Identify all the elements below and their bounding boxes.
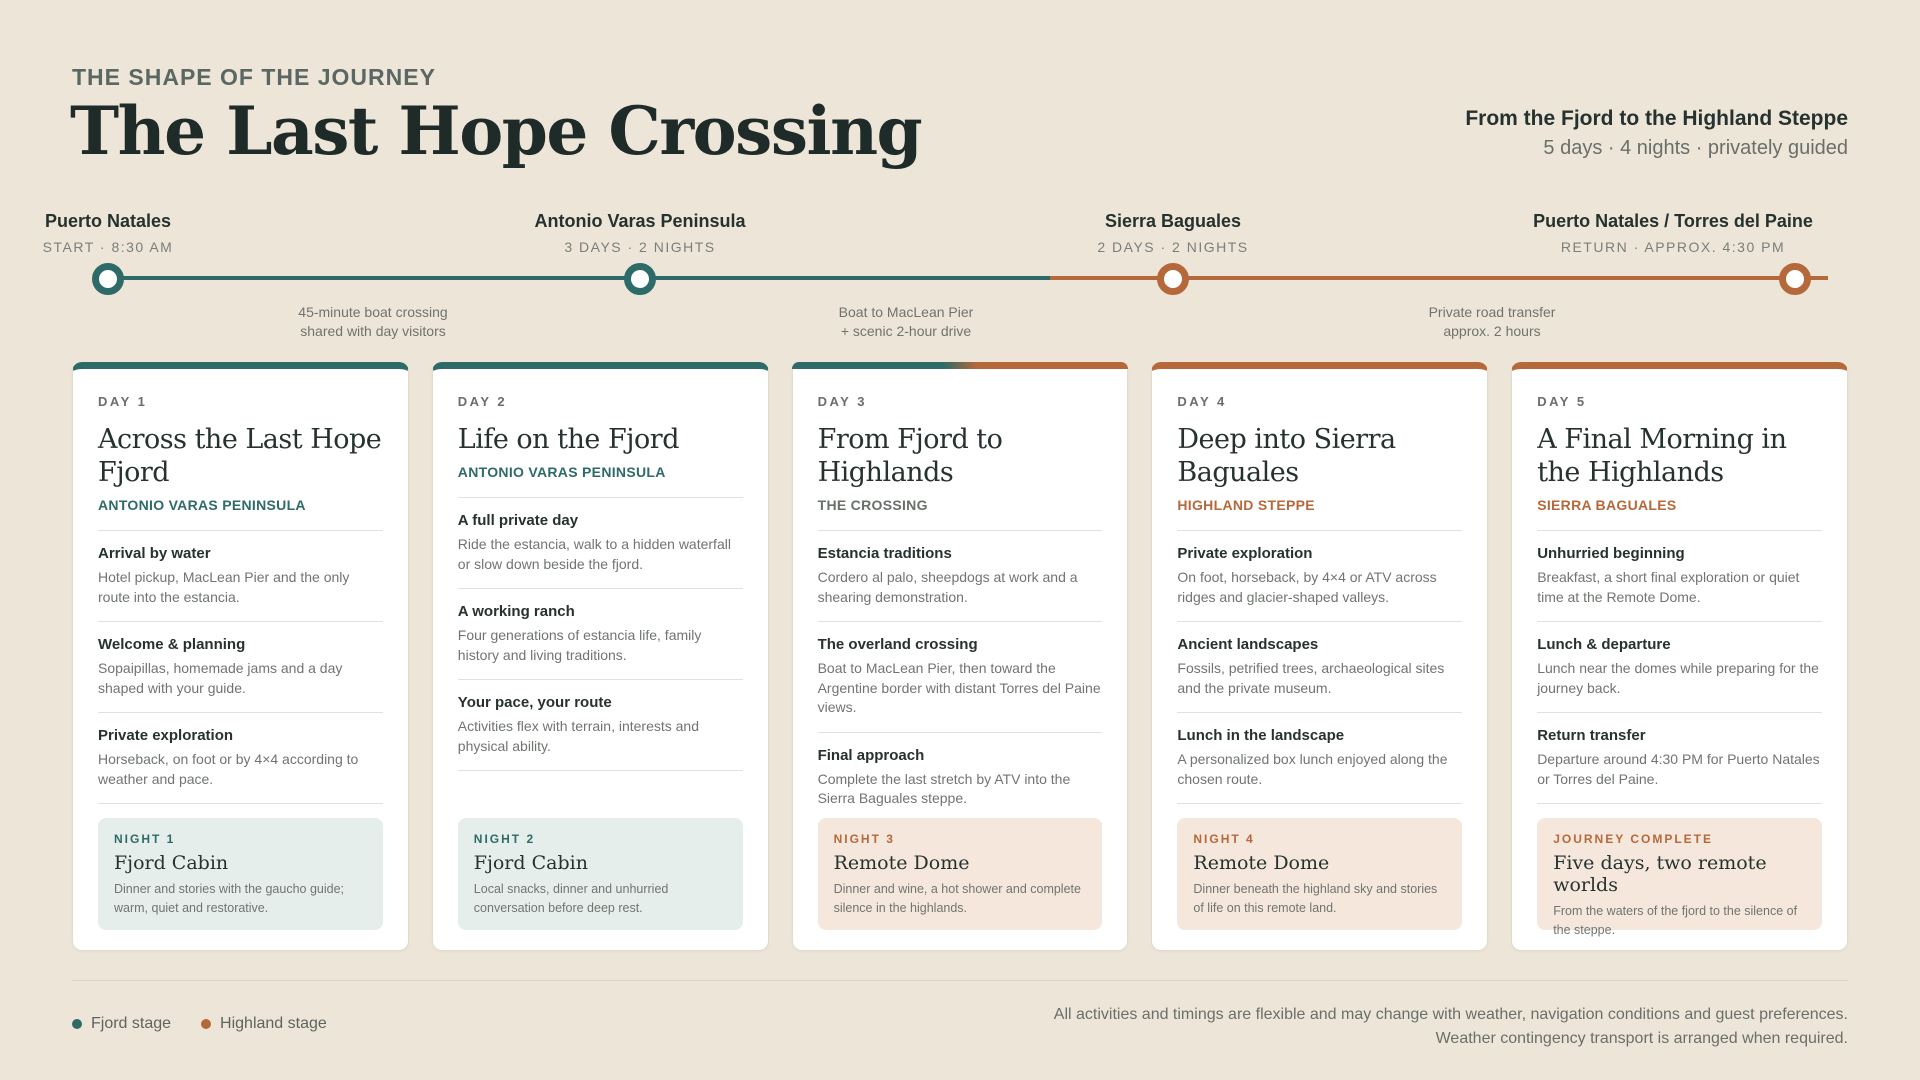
- day-location: THE CROSSING: [818, 497, 1103, 531]
- activity-description: Lunch near the domes while preparing for the journey back.: [1537, 660, 1819, 696]
- activity-description: Complete the last stretch by ATV into the Sierra Baguales steppe.: [817, 770, 1071, 806]
- activity-description: Boat to MacLean Pier, then toward the Argentine border with distant Torres del Paine views.: [817, 660, 1101, 715]
- activity-item: [458, 680, 743, 771]
- night-label: NIGHT 2: [473, 832, 536, 846]
- activity-item: [1537, 622, 1822, 713]
- day-title: Across the Last Hope Fjord: [98, 424, 382, 488]
- activity-title: A full private day: [457, 512, 579, 529]
- stop-name-start: Puerto Natales: [44, 211, 172, 231]
- transfer-note-3-line2: approx. 2 hours: [1443, 323, 1541, 339]
- activity-description: Four generations of estancia life, family history and living traditions.: [457, 627, 702, 663]
- activity-title: Private exploration: [1177, 545, 1313, 562]
- page-title: The Last Hope Crossing: [70, 92, 922, 170]
- day-card-5: [1511, 362, 1848, 951]
- highland-stage-line: [1050, 276, 1828, 280]
- day-cards: [72, 362, 1848, 951]
- night-panel: [458, 818, 743, 930]
- activity-title: Arrival by water: [98, 545, 211, 562]
- activity-item: [818, 531, 1103, 622]
- activity-title: Your pace, your route: [457, 694, 612, 711]
- activity-item: [458, 498, 743, 589]
- activity-description: Departure around 4:30 PM for Puerto Natales or Torres del Paine.: [1537, 751, 1820, 787]
- day-card-3: [792, 362, 1129, 951]
- legend-label: Highland stage: [220, 1015, 327, 1032]
- night-lodging: Remote Dome: [833, 852, 970, 874]
- night-lodging: Five days, two remote worlds: [1553, 852, 1767, 896]
- activity-item: [1177, 713, 1462, 804]
- day-card-4: [1151, 362, 1488, 951]
- stop-marker-peninsula: [624, 263, 656, 295]
- day-label: DAY 1: [98, 394, 148, 409]
- journey-timeline: [0, 0, 1920, 340]
- activity-title: A working ranch: [457, 603, 575, 620]
- night-label: NIGHT 1: [114, 832, 176, 846]
- activity-description: Horseback, on foot or by 4×4 according to weather and pace.: [98, 751, 359, 787]
- activity-item: [1537, 531, 1822, 622]
- day-label: DAY 4: [1177, 394, 1227, 409]
- transfer-note-3-line1: Private road transfer: [1428, 304, 1556, 320]
- night-panel: [1177, 818, 1462, 930]
- activity-title: Return transfer: [1537, 727, 1646, 744]
- stop-marker-start: [92, 263, 124, 295]
- activity-item: [1177, 531, 1462, 622]
- stage-legend: [72, 1015, 327, 1033]
- night-description: Local snacks, dinner and unhurried conversation before deep rest.: [473, 882, 669, 915]
- activity-description: A personalized box lunch enjoyed along the chosen route.: [1177, 751, 1448, 787]
- page-kicker: THE SHAPE OF THE JOURNEY: [72, 64, 436, 90]
- day-card-1: [72, 362, 409, 951]
- night-description: From the waters of the fjord to the silence of the steppe.: [1553, 904, 1798, 937]
- night-description: Dinner and wine, a hot shower and complete silence in the highlands.: [833, 882, 1081, 915]
- fjord-stage-line: [108, 276, 1050, 280]
- transfer-note-2-line1: Boat to MacLean Pier: [838, 304, 974, 320]
- day-label: DAY 5: [1537, 394, 1587, 409]
- stop-meta-start: START · 8:30 AM: [42, 239, 174, 255]
- activity-description: Breakfast, a short final exploration or quiet time at the Remote Dome.: [1537, 569, 1800, 605]
- transfer-note-2-line2: + scenic 2-hour drive: [840, 323, 972, 339]
- activity-item: [1537, 713, 1822, 804]
- night-lodging: Fjord Cabin: [114, 852, 229, 874]
- fjord-dot-icon: [72, 1019, 82, 1029]
- stop-meta-baguales: 2 DAYS · 2 NIGHTS: [1097, 239, 1249, 255]
- route-subtitle: 5 days · 4 nights · privately guided: [1543, 137, 1848, 159]
- day-location: SIERRA BAGUALES: [1537, 497, 1822, 531]
- activity-title: Estancia traditions: [817, 545, 952, 562]
- journey-complete-panel: [1537, 818, 1822, 937]
- activity-title: Unhurried beginning: [1537, 545, 1685, 562]
- footnote-line-1: All activities and timings are flexible and may change with weather, navigation conditions and guest preferences.: [1053, 1006, 1848, 1023]
- transfer-note-2: [839, 303, 974, 341]
- activity-title: Final approach: [817, 746, 925, 764]
- legend-label: Fjord stage: [91, 1015, 172, 1032]
- activity-description: Sopaipillas, homemade jams and a day shaped with your guide.: [98, 660, 343, 696]
- day-title: Life on the Fjord: [457, 424, 679, 455]
- highland-dot-icon: [201, 1019, 211, 1029]
- night-panel: [818, 818, 1103, 930]
- route-title: From the Fjord to the Highland Steppe: [1465, 107, 1848, 130]
- activity-description: Ride the estancia, walk to a hidden waterfall or slow down beside the fjord.: [457, 536, 731, 572]
- activity-item: [98, 713, 383, 804]
- activity-item: [818, 622, 1103, 733]
- activity-item: [1177, 622, 1462, 713]
- stop-marker-baguales: [1157, 263, 1189, 295]
- activity-item: [98, 622, 383, 713]
- legend-fjord: [72, 1015, 171, 1033]
- night-description: Dinner beneath the highland sky and stories of life on this remote land.: [1193, 882, 1438, 915]
- activity-item: [818, 733, 1103, 824]
- day-location: ANTONIO VARAS PENINSULA: [458, 464, 743, 498]
- day-title: From Fjord to Highlands: [817, 424, 1003, 488]
- night-panel: [98, 818, 383, 930]
- day-title: Deep into Sierra Baguales: [1177, 424, 1396, 488]
- activity-title: Lunch & departure: [1537, 636, 1671, 653]
- stop-name-peninsula: Antonio Varas Peninsula: [534, 211, 746, 231]
- night-label: NIGHT 3: [833, 832, 895, 846]
- activity-title: Private exploration: [98, 727, 234, 744]
- night-lodging: Fjord Cabin: [473, 852, 588, 874]
- activity-title: Ancient landscapes: [1177, 636, 1319, 653]
- stop-name-return: Puerto Natales / Torres del Paine: [1533, 211, 1813, 231]
- stop-meta-peninsula: 3 DAYS · 2 NIGHTS: [564, 239, 716, 255]
- night-label: JOURNEY COMPLETE: [1553, 832, 1713, 846]
- day-title: A Final Morning in the Highlands: [1537, 424, 1787, 488]
- footnote-line-2: Weather contingency transport is arranged when required.: [1435, 1030, 1848, 1047]
- footer-divider: [72, 980, 1848, 981]
- transfer-note-1-line1: 45-minute boat crossing: [298, 304, 448, 320]
- day-card-2: [432, 362, 769, 951]
- activity-description: Cordero al palo, sheepdogs at work and a shearing demonstration.: [817, 569, 1078, 605]
- stop-name-baguales: Sierra Baguales: [1104, 211, 1242, 231]
- transfer-note-1: [298, 303, 447, 341]
- activity-title: Lunch in the landscape: [1177, 727, 1345, 744]
- activity-description: Fossils, petrified trees, archaeological sites and the private museum.: [1177, 660, 1445, 696]
- transfer-note-1-line2: shared with day visitors: [300, 323, 446, 339]
- legend-highland: [201, 1015, 327, 1033]
- activity-title: The overland crossing: [817, 636, 978, 653]
- day-location: HIGHLAND STEPPE: [1177, 497, 1462, 531]
- activity-item: [458, 589, 743, 680]
- activity-description: Hotel pickup, MacLean Pier and the only route into the estancia.: [98, 569, 350, 605]
- day-label: DAY 2: [457, 394, 508, 409]
- night-label: NIGHT 4: [1193, 832, 1255, 846]
- footnote: [1054, 1003, 1848, 1051]
- activity-item: [98, 531, 383, 622]
- activity-description: Activities flex with terrain, interests and physical ability.: [457, 718, 700, 754]
- day-label: DAY 3: [817, 394, 867, 409]
- transfer-note-3: [1429, 303, 1556, 341]
- stop-meta-return: RETURN · APPROX. 4:30 PM: [1560, 239, 1786, 255]
- activity-description: On foot, horseback, by 4×4 or ATV across ridges and glacier-shaped valleys.: [1177, 569, 1437, 605]
- night-lodging: Remote Dome: [1193, 852, 1330, 874]
- day-location: ANTONIO VARAS PENINSULA: [98, 497, 383, 531]
- activity-title: Welcome & planning: [98, 636, 246, 653]
- night-description: Dinner and stories with the gaucho guide; warm, quiet and restorative.: [114, 882, 345, 915]
- stop-marker-return: [1779, 263, 1811, 295]
